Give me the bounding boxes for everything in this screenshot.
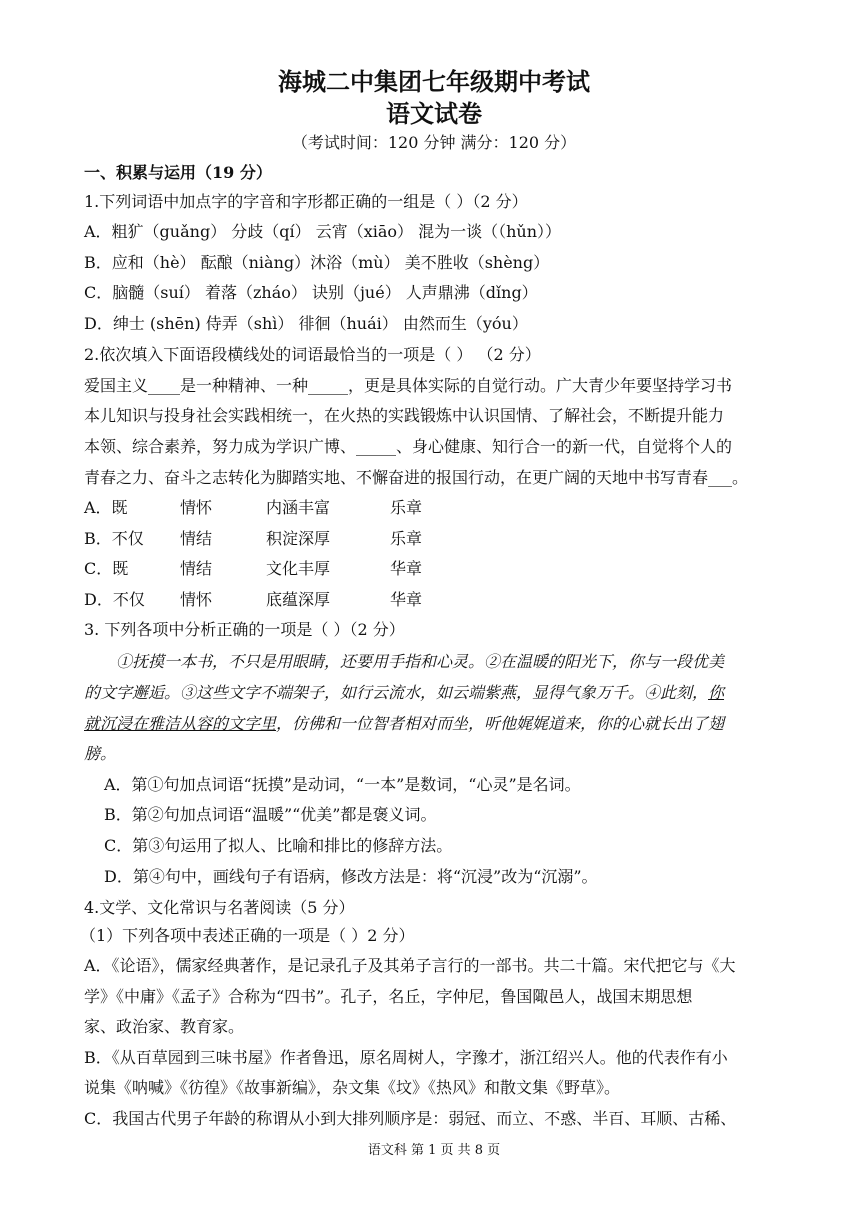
- q2-option-cell: C．既: [84, 559, 129, 578]
- q2-option-cell: 底蕴深厚: [266, 590, 331, 609]
- q2-passage-line: 本儿知识与投身社会实践相统一，在火热的实践锻炼中认识国情、了解社会，不断提升能力: [84, 406, 725, 425]
- q2-option-cell: A．既: [84, 498, 128, 517]
- q2-option-cell: 积淀深厚: [266, 529, 331, 548]
- q2-passage-line: 青春之力、奋斗之志转化为脚踏实地、不懈奋进的报国行动，在更广阔的天地中书写青春___。: [84, 468, 749, 487]
- q3-passage-line: [84, 713, 724, 735]
- q3-stem: 3. 下列各项中分析正确的一项是（ ）（2 分）: [84, 620, 405, 639]
- q2-option-cell: 情怀: [180, 590, 213, 609]
- q2-option-cell: D．不仅: [84, 590, 145, 609]
- q3-passage-text: ，仿佛和一位智者相对而坐，听他娓娓道来，你的心就长出了翅: [276, 714, 725, 733]
- q2-stem: 2.依次填入下面语段横线处的词语最恰当的一项是（ ） （2 分）: [84, 345, 541, 364]
- q2-passage-line: 本领、综合素养，努力成为学识广博、_____、身心健康、知行合一的新一代，自觉将个人的: [84, 437, 733, 456]
- q2-option-cell: 华章: [390, 559, 423, 578]
- q4-text-line: B．《从百草园到三味书屋》作者鲁迅，原名周树人，字豫才，浙江绍兴人。他的代表作有小: [84, 1048, 728, 1067]
- q3-underlined-text: 你: [708, 683, 725, 702]
- q2-option-cell: 乐章: [390, 498, 423, 517]
- q2-option-cell: 华章: [390, 590, 423, 609]
- q2-option-d: [84, 589, 422, 611]
- q4-text-line: 家、政治家、教育家。: [84, 1017, 245, 1036]
- q3-passage-text: 的文字邂逅。③这些文字不端架子，如行云流水，如云端紫燕，显得气象万千。④此刻，: [84, 683, 709, 702]
- q4-stem: 4.文学、文化常识与名著阅读（5 分）: [84, 898, 355, 917]
- exam-time-and-score: （考试时间：120 分钟 满分：120 分）: [291, 133, 577, 152]
- q3-underlined-sentence: 就沉浸在雅洁从容的文字里: [84, 714, 277, 733]
- q2-option-cell: 乐章: [390, 529, 423, 548]
- section-heading: 一、积累与运用（19 分）: [84, 163, 272, 182]
- page-footer: 语文科 第 1 页 共 8 页: [367, 1143, 501, 1158]
- q3-passage-line: ①抚摸一本书，不只是用眼睛，还要用手指和心灵。②在温暖的阳光下，你与一段优美: [116, 652, 725, 671]
- q1-option-c: C．脑髓（suí） 着落（zháo） 诀别（jué） 人声鼎沸（dǐng）: [84, 283, 538, 302]
- q1-option-b: B．应和（hè） 酝酿（niàng）沐浴（mù） 美不胜收（shèng）: [84, 253, 550, 272]
- q2-option-cell: 情结: [180, 559, 213, 578]
- q2-option-cell: 情怀: [180, 498, 213, 517]
- q2-option-cell: B．不仅: [84, 529, 144, 548]
- q4-text-line: A．《论语》，儒家经典著作，是记录孔子及其弟子言行的一部书。共二十篇。宋代把它与《大: [84, 956, 736, 975]
- q2-option-cell: 文化丰厚: [266, 559, 331, 578]
- q2-option-cell: 内涵丰富: [266, 498, 331, 517]
- q3-passage-line: [84, 682, 724, 704]
- q2-option-cell: 情结: [180, 529, 213, 548]
- q3-option-d: D．第④句中，画线句子有语病，修改方法是：将“沉浸”改为“沉溺”。: [104, 867, 598, 886]
- q4-text-line: C．我国古代男子年龄的称谓从小到大排列顺序是：弱冠、而立、不惑、半百、耳顺、古稀、: [84, 1109, 737, 1128]
- q2-option-a: [84, 497, 422, 519]
- exam-subject-title: 语文试卷: [386, 99, 482, 128]
- q4-text-line: 说集《呐喊》《彷徨》《故事新编》，杂文集《坟》《热风》和散文集《野草》。: [84, 1078, 621, 1097]
- q2-passage-line: 爱国主义____是一种精神、一种_____，更是具体实际的自觉行动。广大青少年要坚持学习书: [84, 376, 733, 395]
- q2-option-b: [84, 528, 422, 550]
- q4-text-line: 学》《中庸》《孟子》合称为“四书”。孔子，名丘，字仲尼，鲁国陬邑人，战国末期思想: [84, 987, 693, 1006]
- q3-option-b: B．第②句加点词语“温暖”“优美”都是褒义词。: [104, 805, 437, 824]
- q1-option-a: A．粗犷（guǎng） 分歧（qí） 云宵（xiāo） 混为一谈（（hǔn））: [84, 222, 562, 241]
- q2-option-c: [84, 558, 422, 580]
- q1-option-d: D．绅士 (shēn) 侍弄（shì） 徘徊（huái） 由然而生（yóu）: [84, 314, 528, 333]
- q1-stem: 1.下列词语中加点字的字音和字形都正确的一组是（ ）（2 分）: [84, 192, 528, 211]
- q3-option-c: C．第③句运用了拟人、比喻和排比的修辞方法。: [104, 836, 453, 855]
- q3-passage-line: 膀。: [84, 744, 117, 763]
- q4-sub1-stem: （1）下列各项中表述正确的一项是（ ）2 分）: [80, 926, 415, 945]
- exam-title: 海城二中集团七年级期中考试: [278, 67, 590, 96]
- q3-option-a: A．第①句加点词语“抚摸”是动词，“一本”是数词，“心灵”是名词。: [104, 775, 581, 794]
